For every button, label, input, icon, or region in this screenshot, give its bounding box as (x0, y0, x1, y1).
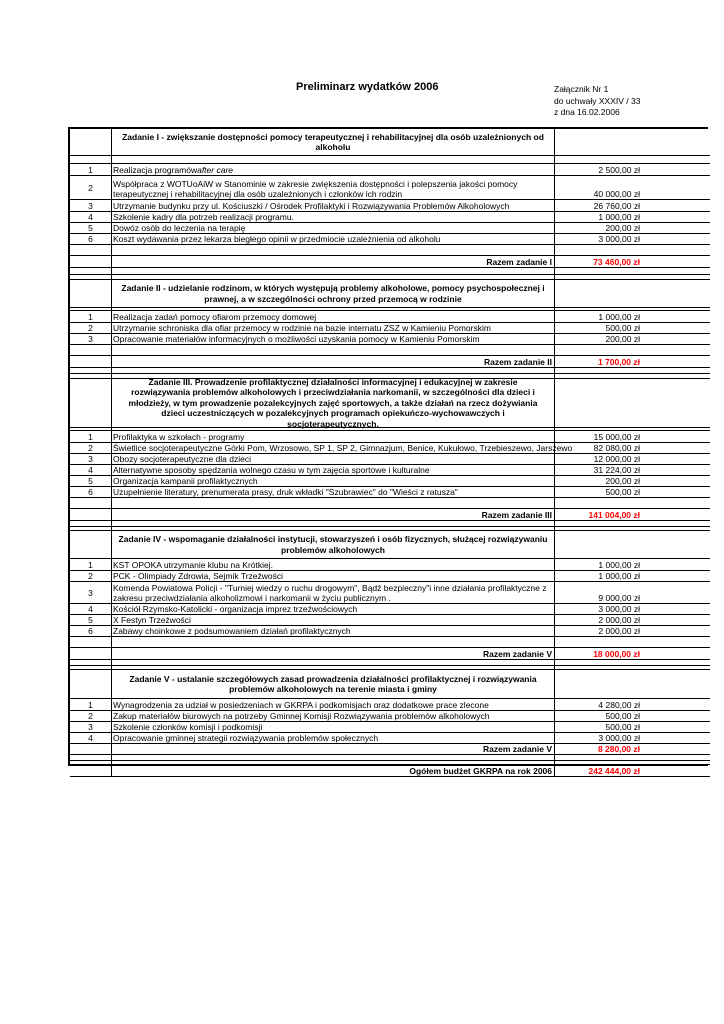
item-amount: 2 500,00 zł (555, 164, 710, 176)
item-amount: 12 000,00 zł (555, 454, 710, 465)
item-number: 2 (70, 443, 112, 454)
item-number: 2 (70, 323, 112, 334)
table-row (70, 722, 710, 733)
item-number: 6 (70, 487, 112, 498)
task-header-row (70, 670, 710, 699)
item-description: PCK - Olimpiady Zdrowia, Sejmik Trzeźwości (112, 571, 555, 582)
item-description: Opracowanie gminnej strategii rozwiązywania problemów społecznych (112, 733, 555, 744)
table-row (70, 176, 710, 200)
item-number: 3 (70, 722, 112, 733)
total-amount: 8 280,00 zł (555, 744, 710, 755)
table-row (70, 234, 710, 245)
italic-term: after care (197, 164, 233, 175)
annex-line: do uchwały XXXIV / 33 (554, 95, 641, 106)
table-row (70, 164, 710, 176)
item-description: Utrzymanie budynku przy ul. Kościuszki / Ośrodek Profilaktyki i Rozwiązywania Problemów Alkoholowych (112, 200, 555, 212)
task-header-row (70, 376, 710, 429)
table-row (70, 626, 710, 637)
item-number: 1 (70, 311, 112, 323)
item-description: Realizacja zadań pomocy ofiarom przemocy domowej (112, 311, 555, 323)
table-row (70, 571, 710, 582)
item-description: Współpraca z WOTUoAiW w Stanominie w zakresie zwiększenia dostępności i polepszenia jakości pomocy terapeutycznej i rehabilitacyjnej dla osób uzależnionych i członków ich rodzin (112, 176, 555, 200)
item-amount: 26 760,00 zł (555, 200, 710, 212)
item-amount: 40 000,00 zł (555, 176, 710, 200)
table-row (70, 604, 710, 615)
item-amount: 1 000,00 zł (555, 212, 710, 223)
item-amount: 3 000,00 zł (555, 604, 710, 615)
table-row (70, 699, 710, 711)
total-row (70, 509, 710, 521)
item-amount: 2 000,00 zł (555, 626, 710, 637)
task-header-row (70, 280, 710, 308)
item-description: Szkolenie członków komisji i podkomisji (112, 722, 555, 733)
total-amount: 242 444,00 zł (555, 765, 710, 777)
item-amount: 9 000,00 zł (555, 582, 710, 604)
total-amount: 1 700,00 zł (555, 356, 710, 368)
item-description: Kościół Rzymsko-Katolicki - organizacja imprez trzeźwościowych (112, 604, 555, 615)
item-number: 5 (70, 223, 112, 234)
blank-row (70, 156, 710, 164)
total-label: Razem zadanie V (112, 648, 555, 660)
budget-table (68, 127, 708, 776)
item-number: 4 (70, 733, 112, 744)
table-row (70, 334, 710, 345)
task-header-row (70, 129, 710, 156)
annex-line: z dna 16.02.2006 (554, 107, 620, 117)
item-number: 3 (70, 200, 112, 212)
item-description: Zakup materiałów biurowych na potrzeby Gminnej Komisji Rozwiązywania problemów alkoholowych (112, 711, 555, 722)
table-row (70, 487, 710, 498)
item-number: 2 (70, 176, 112, 200)
total-amount: 141 004,00 zł (555, 509, 710, 521)
item-description: Dowóz osób do leczenia na terapię (112, 223, 555, 234)
item-description: Utrzymanie schroniska dla ofiar przemocy w rodzinie na bazie internatu ZSZ w Kamieniu Pomorskim (112, 323, 555, 334)
item-description: Szkolenie kadry dla potrzeb realizacji programu. (112, 212, 555, 223)
task-title: Zadanie V - ustalanie szczegółowych zasad prowadzenia działalności profilaktycznej i rozwiązywania problemów alkoholowych na terenie miasta i gminy (112, 670, 555, 699)
table-row (70, 431, 710, 443)
item-amount: 82 080,00 zł (555, 443, 710, 454)
total-row (70, 356, 710, 368)
table-row (70, 465, 710, 476)
total-label: Razem zadanie I (112, 256, 555, 268)
total-row (70, 765, 710, 777)
table-row (70, 311, 710, 323)
item-description: Zabawy choinkowe z podsumowaniem działań profilaktycznych (112, 626, 555, 637)
item-number: 2 (70, 571, 112, 582)
total-amount: 18 000,00 zł (555, 648, 710, 660)
blank-row (70, 268, 710, 275)
annex-line: Załącznik Nr 1 (554, 84, 609, 94)
table-row (70, 559, 710, 571)
item-number: 3 (70, 454, 112, 465)
item-number: 3 (70, 334, 112, 345)
item-description: Profilaktyka w szkołach - programy (112, 431, 555, 443)
item-number: 5 (70, 476, 112, 487)
item-amount: 1 000,00 zł (555, 571, 710, 582)
item-amount: 500,00 zł (555, 323, 710, 334)
table-row (70, 476, 710, 487)
blank-row (70, 637, 710, 648)
item-description: Organizacja kampanii profilaktycznych (112, 476, 555, 487)
task-title: Zadanie IV - wspomaganie działalności instytucji, stowarzyszeń i osób fizycznych, służącej rozwiązywaniu problemów alkoholowych (112, 531, 555, 559)
table-row (70, 323, 710, 334)
total-label: Razem zadanie V (112, 744, 555, 755)
table-row (70, 200, 710, 212)
total-row (70, 256, 710, 268)
table-row (70, 443, 710, 454)
table-row (70, 711, 710, 722)
item-description: Uzupełnienie literatury, prenumerata prasy, druk wkładki "Szubrawiec" do "Wieści z ratusza" (112, 487, 555, 498)
item-description: Opracowanie materiałów informacyjnych o możliwości uzyskania pomocy w Kamieniu Pomorskim (112, 334, 555, 345)
table-row (70, 212, 710, 223)
item-number: 2 (70, 711, 112, 722)
blank-row (70, 345, 710, 356)
item-number: 3 (70, 582, 112, 604)
total-label: Ogółem budżet GKRPA na rok 2006 (112, 765, 555, 777)
table-row (70, 615, 710, 626)
task-title: Zadanie III. Prowadzenie profilaktycznej działalności informacyjnej i edukacyjnej w zakresie rozwiązywania problemów alkoholowych i przeciwdziałania narkomanii, w szczególności dla dzieci i młodzieży, w tym prowadzenie pozalekcyjnych zajęć sportowych, a także działań na rzecz dożywiania dzieci uczestniczących w pozalekcyjnych programach opiekuńczo-wychowawczych i socjoterapeutycznych. (112, 379, 555, 428)
item-amount: 1 000,00 zł (555, 559, 710, 571)
item-amount: 31 224,00 zł (555, 465, 710, 476)
item-amount: 500,00 zł (555, 711, 710, 722)
item-description: Świetlice socjoterapeutyczne Górki Pom, Wrzosowo, SP 1, SP 2, Gimnazjum, Benice, Kukułowo, Trzebieszewo, Jarszewo (113, 443, 573, 453)
item-number: 6 (70, 626, 112, 637)
annex-note (554, 84, 644, 119)
item-number: 6 (70, 234, 112, 245)
total-row (70, 648, 710, 660)
item-amount: 3 000,00 zł (555, 733, 710, 744)
table-row (70, 582, 710, 604)
item-description: Wynagrodzenia za udział w posiedzeniach w GKRPA i podkomisjach oraz dodatkowe prace zlecone (112, 699, 555, 711)
item-amount: 200,00 zł (555, 476, 710, 487)
table-row (70, 454, 710, 465)
total-label: Razem zadanie II (112, 356, 555, 368)
total-label: Razem zadanie III (112, 509, 555, 521)
item-description: X Festyn Trzeźwości (112, 615, 555, 626)
item-amount: 1 000,00 zł (555, 311, 710, 323)
blank-row (70, 245, 710, 256)
item-number: 1 (70, 699, 112, 711)
blank-row (70, 498, 710, 509)
item-amount: 500,00 zł (555, 722, 710, 733)
document-title: Preliminarz wydatków 2006 (296, 81, 439, 93)
item-amount: 3 000,00 zł (555, 234, 710, 245)
item-amount: 4 280,00 zł (555, 699, 710, 711)
task-title: Zadanie I - zwiększanie dostępności pomocy terapeutycznej i rehabilitacyjnej dla osób uzależnionych od alkoholu (112, 129, 555, 156)
total-amount: 73 460,00 zł (555, 256, 710, 268)
item-description: Realizacja programów after care (112, 164, 555, 176)
item-amount: 500,00 zł (555, 487, 710, 498)
item-number: 1 (70, 164, 112, 176)
task-title: Zadanie II - udzielanie rodzinom, w których występują problemy alkoholowe, pomocy psychospołecznej i prawnej, a w szczególności ochrony przed przemocą w rodzinie (112, 280, 555, 308)
item-number: 4 (70, 465, 112, 476)
item-description: Komenda Powiatowa Policji - "Turniej wiedzy o ruchu drogowym", Bądź bezpieczny"i inne działania profilaktyczne z zakresu przeciwdziałania alkoholizmowi i narkomanii w życiu publicznym . (112, 582, 555, 604)
item-description: Koszt wydawania przez lekarza biegłego opinii w przedmiocie uzależnienia od alkoholu (112, 234, 555, 245)
item-number: 1 (70, 431, 112, 443)
item-number: 1 (70, 559, 112, 571)
item-amount: 200,00 zł (555, 334, 710, 345)
item-description: Obozy socjoterapeutyczne dla dzieci (112, 454, 555, 465)
item-number: 4 (70, 604, 112, 615)
item-number: 4 (70, 212, 112, 223)
table-row (70, 733, 710, 744)
item-description: Alternatywne sposoby spędzania wolnego czasu w tym zajęcia sportowe i kulturalne (112, 465, 555, 476)
item-amount: 15 000,00 zł (555, 431, 710, 443)
item-amount: 2 000,00 zł (555, 615, 710, 626)
item-description: KST OPOKA utrzymanie klubu na Krótkiej. (112, 559, 555, 571)
item-number: 5 (70, 615, 112, 626)
table-row (70, 223, 710, 234)
total-row (70, 744, 710, 755)
task-header-row (70, 531, 710, 559)
item-amount: 200,00 zł (555, 223, 710, 234)
